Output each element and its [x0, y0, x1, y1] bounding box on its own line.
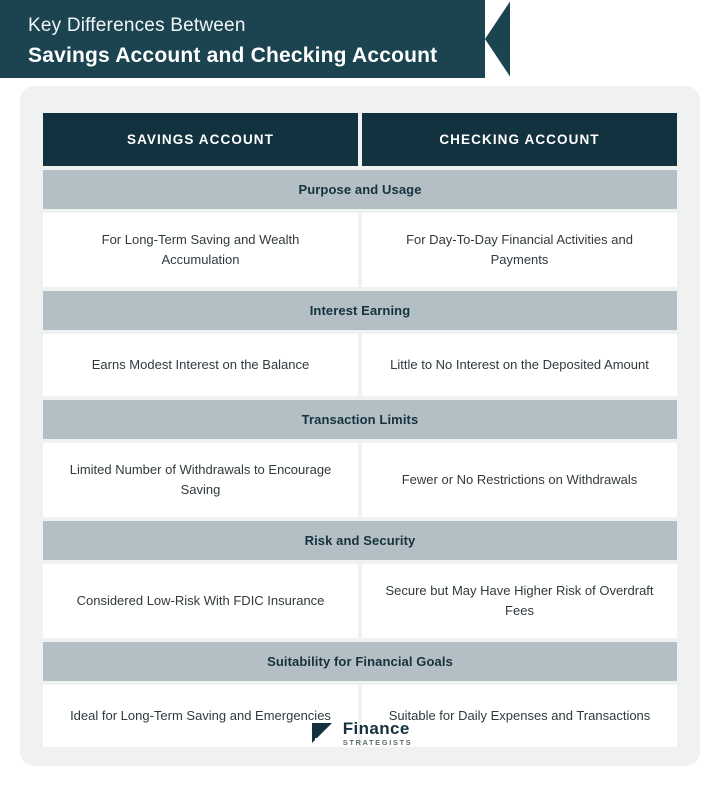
chart-bars-icon — [308, 719, 336, 747]
table-row — [43, 213, 677, 287]
cell-checking: Fewer or No Restrictions on Withdrawals — [362, 443, 677, 517]
table-header-row — [43, 113, 677, 166]
cell-savings: Earns Modest Interest on the Balance — [43, 334, 358, 396]
logo-secondary-text: STRATEGISTS — [342, 737, 413, 747]
cell-savings: Ideal for Long-Term Saving and Emergencies — [43, 685, 358, 747]
section-label: Suitability for Financial Goals — [43, 642, 677, 681]
table-row — [43, 564, 677, 638]
column-header-checking: CHECKING ACCOUNT — [362, 113, 677, 166]
section-label: Transaction Limits — [43, 400, 677, 439]
table-row — [43, 334, 677, 396]
header-banner — [0, 0, 510, 78]
cell-checking: Secure but May Have Higher Risk of Overdraft Fees — [362, 564, 677, 638]
column-header-savings: SAVINGS ACCOUNT — [43, 113, 358, 166]
header-subtitle: Key Differences Between — [28, 15, 246, 36]
cell-savings: For Long-Term Saving and Wealth Accumulation — [43, 213, 358, 287]
cell-savings: Limited Number of Withdrawals to Encourage Saving — [43, 443, 358, 517]
cell-checking: Suitable for Daily Expenses and Transactions — [362, 685, 677, 747]
header-title: Savings Account and Checking Account — [28, 44, 438, 67]
cell-savings: Considered Low-Risk With FDIC Insurance — [43, 564, 358, 638]
logo-text — [343, 720, 413, 747]
comparison-table — [43, 113, 677, 747]
section-label: Interest Earning — [43, 291, 677, 330]
section-label: Purpose and Usage — [43, 170, 677, 209]
table-row — [43, 443, 677, 517]
cell-checking: For Day-To-Day Financial Activities and Payments — [362, 213, 677, 287]
logo-primary-text: Finance — [342, 718, 410, 738]
cell-checking: Little to No Interest on the Deposited Amount — [362, 334, 677, 396]
brand-logo — [0, 719, 720, 747]
section-label: Risk and Security — [43, 521, 677, 560]
